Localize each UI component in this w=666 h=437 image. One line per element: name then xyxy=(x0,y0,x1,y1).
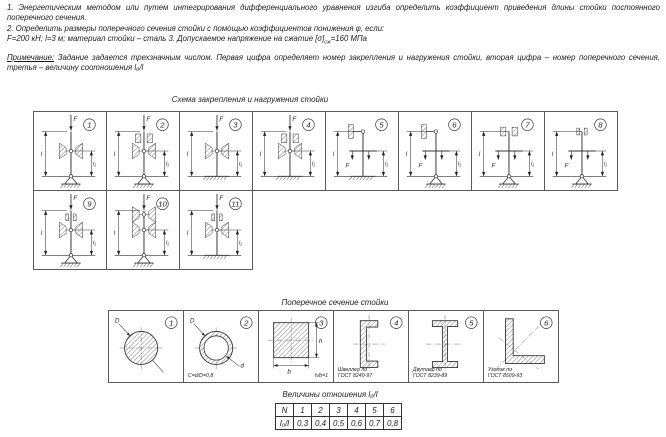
scheme-cell-7 xyxy=(471,111,545,191)
givens-post: =160 МПа xyxy=(330,33,367,43)
task-item-2: 2. Определить размеры поперечного сечения стойки с помощью коэффициентов понижения φ, если: xyxy=(7,24,385,34)
scheme-number-badge xyxy=(303,119,315,131)
scheme-cell-10 xyxy=(106,190,180,270)
givens-line xyxy=(7,34,660,48)
scheme-drawing xyxy=(399,112,471,190)
length1-label: l₁ xyxy=(457,161,462,168)
length-label: l xyxy=(478,150,481,158)
ratio-value-cell: 0,6 xyxy=(348,417,366,430)
section-cell-6 xyxy=(483,310,559,383)
scheme-cell-11 xyxy=(179,190,253,270)
length-label: l xyxy=(113,229,116,237)
sections-title: Поперечное сечение стойки xyxy=(281,298,389,307)
section-cell-3 xyxy=(258,310,334,383)
svg-text:6: 6 xyxy=(544,318,549,328)
force-label: F xyxy=(292,115,297,123)
scheme-cell-1 xyxy=(33,111,107,191)
force-label: F xyxy=(73,115,78,123)
length-label: l xyxy=(40,150,43,158)
svg-text:8: 8 xyxy=(598,120,603,130)
ratio-header-cell: 2 xyxy=(312,404,330,417)
ratio-value-cell: l₀/l xyxy=(276,417,294,430)
ratio-table xyxy=(275,403,402,430)
svg-text:5: 5 xyxy=(469,318,474,328)
svg-text:1: 1 xyxy=(87,120,92,130)
section-caption: Уголок по xyxy=(487,366,513,373)
length1-label: l₁ xyxy=(311,161,316,168)
svg-text:2: 2 xyxy=(244,318,249,328)
force-label: F xyxy=(146,194,151,202)
force-label: F xyxy=(73,194,78,202)
scheme-drawing xyxy=(472,112,544,190)
ratio-value-cell: 0,3 xyxy=(294,417,312,430)
svg-text:3: 3 xyxy=(233,120,238,130)
note-body: Задание задается трехзначным числом. Первая цифра определяет номер закрепления и нагружения стойки, вторая цифра – номер поперечного сечения, третья – величину соотношения l₀/l xyxy=(7,52,660,72)
task-item-1: 1. Энергетическим методом или путем интегрирования дифференциального уравнения изгиба определить коэффициент приведения длины стойки постоянного поперечного сечения. xyxy=(7,3,660,22)
scheme-cell-9 xyxy=(33,190,107,270)
scheme-number-badge xyxy=(595,119,607,131)
scheme-number-badge xyxy=(522,119,534,131)
ratio-table-title: Величины отношения l₀/l xyxy=(282,390,378,399)
section-caption: h/b=1 xyxy=(314,373,329,380)
length1-label: l₁ xyxy=(92,240,97,247)
width-label: b xyxy=(287,368,291,376)
diameter-label: D xyxy=(114,317,120,325)
svg-text:4: 4 xyxy=(394,318,399,328)
force-label: F xyxy=(146,115,151,123)
length1-label: l₁ xyxy=(92,161,97,168)
force-label: F xyxy=(418,162,423,170)
section-caption: ГОСТ 8240-97 xyxy=(337,373,373,380)
length-label: l xyxy=(551,150,554,158)
schemes-grid-row1 xyxy=(33,111,618,191)
length1-label: l₁ xyxy=(530,161,535,168)
length-label: l xyxy=(186,229,189,237)
section-number-badge xyxy=(165,317,177,329)
section-caption: C=d/D=0,8 xyxy=(187,373,214,380)
ratio-value-row xyxy=(276,417,402,430)
length-label: l xyxy=(259,150,262,158)
svg-text:6: 6 xyxy=(452,120,457,130)
section-cell-1 xyxy=(108,310,184,383)
ratio-header-cell: 6 xyxy=(384,404,402,417)
svg-text:3: 3 xyxy=(319,318,324,328)
section-cell-4 xyxy=(333,310,409,383)
ratio-header-cell: N xyxy=(276,404,294,417)
force-label: F xyxy=(564,162,569,170)
force-label: F xyxy=(219,115,224,123)
section-cell-5 xyxy=(408,310,484,383)
section-number-badge xyxy=(465,317,477,329)
schemes-title: Схема закрепления и нагружения стойки xyxy=(171,95,329,104)
note-label: Примечание: xyxy=(7,52,55,62)
length1-label: l₁ xyxy=(165,161,170,168)
scheme-number-badge xyxy=(157,119,169,131)
scheme-cell-6 xyxy=(398,111,472,191)
scheme-drawing xyxy=(326,112,398,190)
outer-diameter-label: D xyxy=(189,317,195,325)
section-number-badge xyxy=(540,317,552,329)
section-caption: ГОСТ 8239-89 xyxy=(412,373,448,380)
force-label: F xyxy=(219,194,224,202)
scheme-number-badge xyxy=(376,119,388,131)
inner-diameter-label: d xyxy=(240,362,244,370)
section-caption: Швеллер по xyxy=(337,366,368,373)
scheme-number-badge xyxy=(157,198,169,210)
scheme-number-badge xyxy=(230,198,242,210)
section-number-badge xyxy=(240,317,252,329)
ratio-value-cell: 0,7 xyxy=(366,417,384,430)
section-drawing xyxy=(334,311,408,382)
svg-text:11: 11 xyxy=(231,199,240,209)
section-number-badge xyxy=(390,317,402,329)
ratio-header-cell: 3 xyxy=(330,404,348,417)
scheme-number-badge xyxy=(84,119,96,131)
svg-text:2: 2 xyxy=(160,120,165,130)
givens-pre: F=200 кН; l=3 м; материал стойки – сталь 3. Допускаемое напряжение на сжатие [σ] xyxy=(7,33,325,43)
force-label: F xyxy=(345,162,350,170)
section-drawing xyxy=(109,311,183,382)
ratio-value-cell: 0,4 xyxy=(312,417,330,430)
length-label: l xyxy=(113,150,116,158)
ratio-value-cell: 0,8 xyxy=(384,417,402,430)
ratio-header-row xyxy=(276,404,402,417)
length1-label: l₁ xyxy=(384,161,389,168)
ratio-header-cell: 4 xyxy=(348,404,366,417)
scheme-drawing xyxy=(107,191,179,269)
note-line xyxy=(7,53,660,72)
scheme-drawing xyxy=(545,112,617,190)
length-label: l xyxy=(405,150,408,158)
section-drawing xyxy=(484,311,558,382)
schemes-grid-row2 xyxy=(33,190,253,270)
force-label: F xyxy=(491,162,496,170)
length1-label: l₁ xyxy=(603,161,608,168)
svg-text:9: 9 xyxy=(87,199,92,209)
scheme-cell-4 xyxy=(252,111,326,191)
length1-label: l₁ xyxy=(238,240,243,247)
svg-text:4: 4 xyxy=(306,120,311,130)
section-cell-2 xyxy=(183,310,259,383)
scheme-number-badge xyxy=(449,119,461,131)
ratio-header-cell: 1 xyxy=(294,404,312,417)
ratio-value-cell: 0,5 xyxy=(330,417,348,430)
scheme-drawing xyxy=(253,112,325,190)
section-caption: ГОСТ 8509-93 xyxy=(487,373,523,380)
svg-text:7: 7 xyxy=(525,120,530,130)
scheme-drawing xyxy=(107,112,179,190)
section-caption: Двутавр по xyxy=(412,366,442,373)
length1-label: l₁ xyxy=(238,161,243,168)
scheme-cell-3 xyxy=(179,111,253,191)
sections-grid xyxy=(108,310,559,383)
section-drawing xyxy=(259,311,333,382)
length-label: l xyxy=(40,229,43,237)
section-drawing xyxy=(184,311,258,382)
svg-text:5: 5 xyxy=(379,120,384,130)
scheme-drawing xyxy=(180,191,252,269)
length1-label: l₁ xyxy=(165,240,170,247)
scheme-number-badge xyxy=(84,198,96,210)
scheme-cell-5 xyxy=(325,111,399,191)
sigma-subscript: сж xyxy=(324,39,331,46)
scheme-number-badge xyxy=(230,119,242,131)
scheme-drawing xyxy=(34,191,106,269)
svg-text:10: 10 xyxy=(158,199,167,209)
section-drawing xyxy=(409,311,483,382)
length-label: l xyxy=(186,150,189,158)
svg-text:1: 1 xyxy=(169,318,174,328)
scheme-cell-8 xyxy=(544,111,618,191)
assignment-text xyxy=(7,3,660,72)
ratio-header-cell: 5 xyxy=(366,404,384,417)
scheme-drawing xyxy=(34,112,106,190)
height-label: h xyxy=(318,338,323,346)
length-label: l xyxy=(332,150,335,158)
scheme-cell-2 xyxy=(106,111,180,191)
scheme-drawing xyxy=(180,112,252,190)
